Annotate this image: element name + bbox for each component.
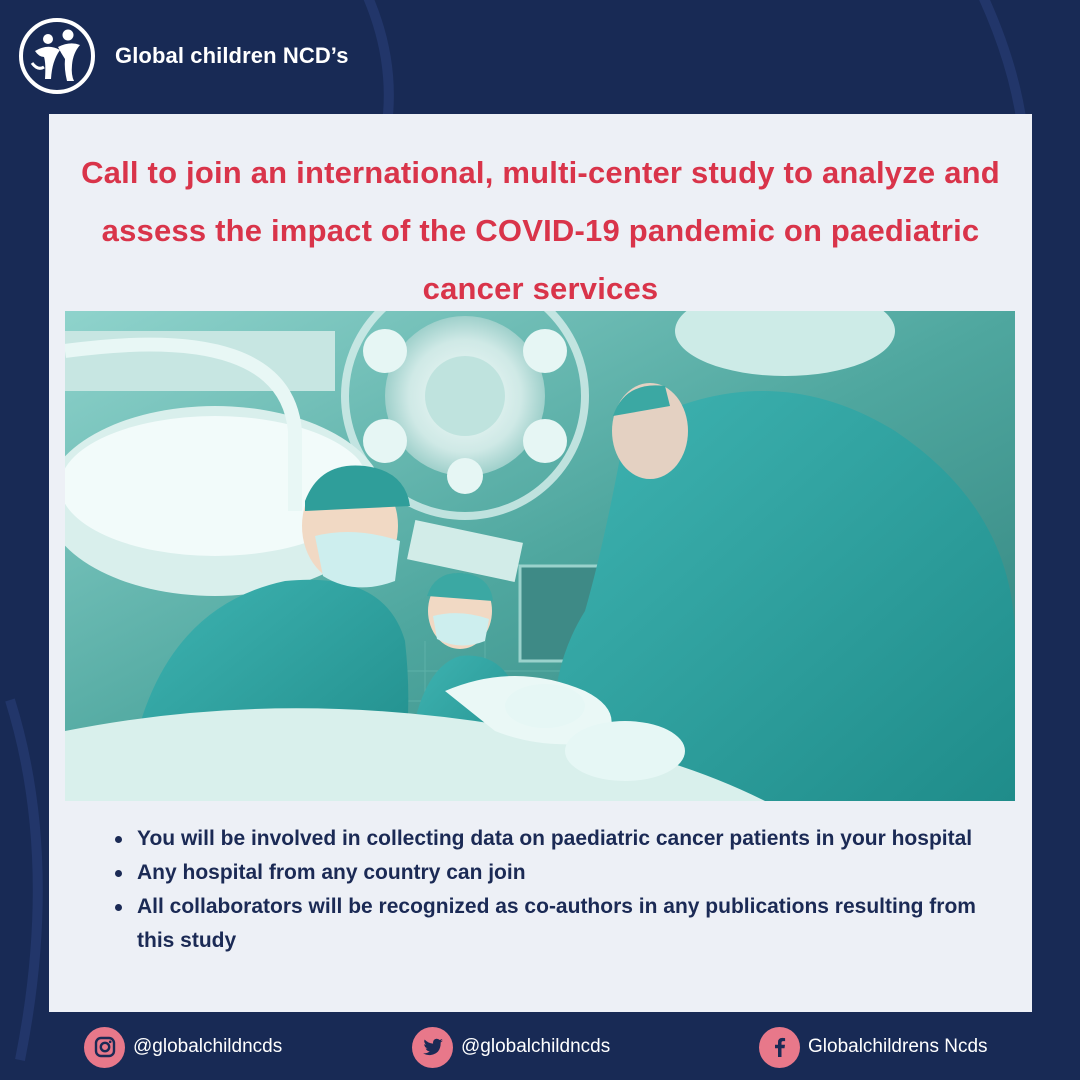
twitter-icon	[412, 1027, 453, 1068]
list-item	[111, 856, 981, 890]
bullet-text: You will be involved in collecting data on paediatric cancer patients in your hospital	[137, 827, 973, 850]
facebook-link[interactable]	[759, 1026, 988, 1068]
bullet-icon	[115, 870, 122, 877]
instagram-handle: @globalchildncds	[133, 1036, 283, 1057]
surgery-photo-illustration	[65, 311, 1015, 801]
list-item	[111, 890, 981, 958]
bullet-text: All collaborators will be recognized as co-authors in any publications resulting from this study	[137, 895, 976, 952]
facebook-icon	[759, 1027, 800, 1068]
list-item	[111, 822, 981, 856]
children-figures-logo-icon	[18, 17, 96, 95]
instagram-icon	[84, 1027, 125, 1068]
bullet-text: Any hospital from any country can join	[137, 861, 526, 884]
twitter-handle: @globalchildncds	[461, 1036, 611, 1057]
brand-name: Global children NCD’s	[115, 43, 349, 68]
instagram-link[interactable]	[84, 1026, 282, 1068]
brand-header	[18, 17, 349, 95]
bullet-icon	[115, 904, 122, 911]
surgery-photo	[65, 311, 1015, 801]
twitter-link[interactable]	[412, 1026, 610, 1068]
headline: Call to join an international, multi-center study to analyze and assess the impact of the COVID-19 pandemic on paediatric cancer services	[81, 155, 1000, 306]
bullet-icon	[115, 836, 122, 843]
facebook-handle: Globalchildrens Ncds	[808, 1036, 988, 1057]
announcement-card	[49, 114, 1032, 1012]
requirements-list	[111, 822, 981, 958]
